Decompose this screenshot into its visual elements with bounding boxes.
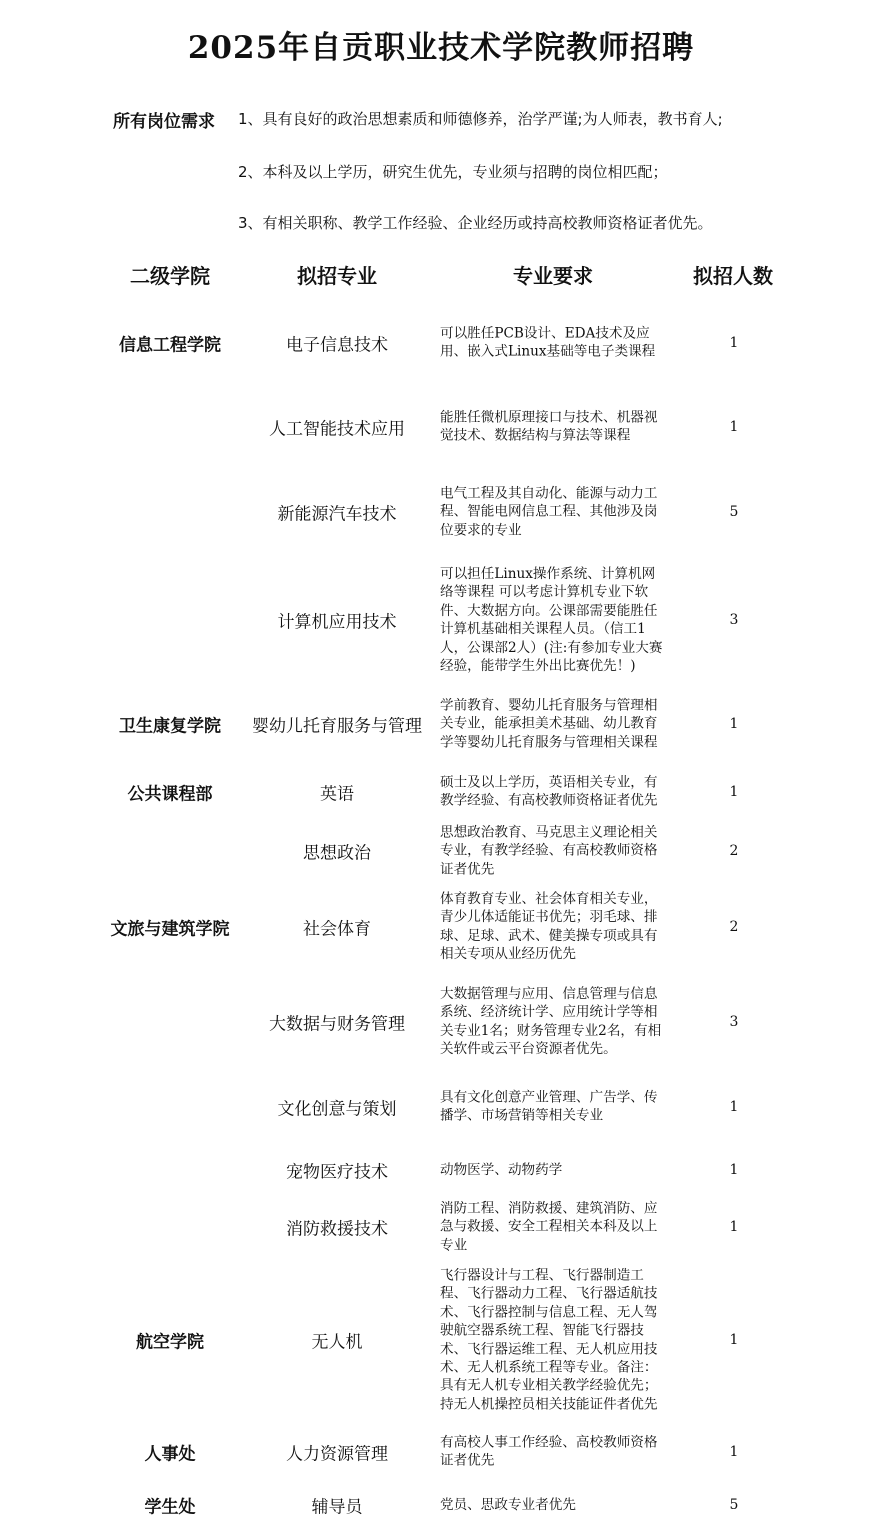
college-cell: 信息工程学院 (119, 335, 221, 356)
count-cell: 1 (729, 1332, 739, 1348)
requirement-cell: 飞行器设计与工程、飞行器制造工程、飞行器动力工程、飞行器适航技术、飞行器控制与信息工程、无人驾驶航空器系统工程、智能飞行器技术、飞行器运维工程、无人机应用技术、无人机系统工程等专业。备注：具有无人机专业相关教学经验优先；持无人机操控员相关技能证件者优先 (440, 1267, 658, 1413)
count-cell: 1 (729, 716, 739, 732)
count-cell: 1 (729, 1444, 739, 1460)
major-cell: 人工智能技术应用 (269, 419, 405, 440)
major-cell: 辅导员 (311, 1497, 363, 1518)
major-cell: 文化创意与策划 (277, 1099, 397, 1120)
count-cell: 5 (729, 1497, 739, 1513)
requirement-cell: 大数据管理与应用、信息管理与信息系统、经济统计学、应用统计学等相关专业1名；财务管理专业2名，有相关软件或云平台资源者优先。 (440, 986, 662, 1058)
major-cell: 新能源汽车技术 (277, 504, 397, 525)
requirement-cell: 思想政治教育、马克思主义理论相关专业，有教学经验、有高校教师资格证者优先 (440, 824, 658, 878)
count-cell: 3 (729, 1014, 739, 1030)
major-cell: 社会体育 (303, 919, 371, 940)
major-cell: 英语 (320, 784, 354, 805)
requirement-cell: 能胜任微机原理接口与技术、机器视觉技术、数据结构与算法等课程 (440, 409, 658, 444)
college-cell: 公共课程部 (127, 784, 213, 805)
count-cell: 1 (729, 1219, 739, 1235)
header-major: 拟招专业 (297, 264, 377, 288)
major-cell: 思想政治 (303, 843, 371, 864)
college-cell: 卫生康复学院 (119, 716, 221, 737)
requirement-item: 1、具有良好的政治思想素质和师德修养，治学严谨;为人师表，教书育人; (238, 110, 723, 128)
requirement-item: 2、本科及以上学历，研究生优先，专业须与招聘的岗位相匹配； (238, 163, 668, 181)
count-cell: 3 (729, 612, 739, 628)
major-cell: 人力资源管理 (286, 1444, 388, 1465)
requirement-cell: 学前教育、婴幼儿托育服务与管理相关专业，能承担美术基础、幼儿教育学等婴幼儿托育服务与管理相关课程 (440, 697, 658, 751)
college-cell: 文旅与建筑学院 (110, 919, 230, 940)
college-cell: 学生处 (144, 1497, 196, 1518)
count-cell: 1 (729, 1162, 739, 1178)
major-cell: 电子信息技术 (286, 335, 388, 356)
count-cell: 1 (729, 784, 739, 800)
count-cell: 2 (729, 843, 739, 859)
requirement-cell: 消防工程、消防救援、建筑消防、应急与救援、安全工程相关本科及以上专业 (440, 1200, 658, 1254)
count-cell: 1 (729, 419, 739, 435)
count-cell: 2 (729, 919, 739, 935)
requirement-cell: 具有文化创意产业管理、广告学、传播学、市场营销等相关专业 (440, 1089, 658, 1124)
requirements-label: 所有岗位需求 (113, 112, 215, 132)
college-cell: 人事处 (144, 1444, 196, 1465)
major-cell: 大数据与财务管理 (269, 1014, 405, 1035)
major-cell: 无人机 (311, 1332, 363, 1353)
requirement-cell: 电气工程及其自动化、能源与动力工程、智能电网信息工程、其他涉及岗位要求的专业 (440, 485, 658, 539)
requirement-cell: 动物医学、动物药学 (440, 1161, 563, 1178)
requirement-cell: 可以胜任PCB设计、EDA技术及应用、嵌入式Linux基础等电子类课程 (440, 325, 656, 360)
page-title: 2025年自贡职业技术学院教师招聘 (187, 30, 695, 66)
header-requirement: 专业要求 (513, 264, 593, 288)
major-cell: 宠物医疗技术 (286, 1162, 388, 1183)
header-college: 二级学院 (130, 264, 210, 288)
major-cell: 消防救援技术 (286, 1219, 388, 1240)
requirement-cell: 可以担任Linux操作系统、计算机网络等课程 可以考虑计算机专业下软件、大数据方向。公课部需要能胜任计算机基础相关课程人员。（信工1人，公课部2人）(注:有参加专业大赛经验，能带学生外出比赛优先！) (440, 565, 663, 674)
requirement-cell: 硕士及以上学历，英语相关专业，有教学经验、有高校教师资格证者优先 (440, 774, 658, 809)
count-cell: 1 (729, 335, 739, 351)
major-cell: 计算机应用技术 (277, 612, 397, 633)
header-count: 拟招人数 (693, 264, 773, 288)
count-cell: 1 (729, 1099, 739, 1115)
requirement-cell: 党员、思政专业者优先 (440, 1496, 576, 1513)
requirement-item: 3、有相关职称、教学工作经验、企业经历或持高校教师资格证者优先。 (238, 214, 713, 232)
requirement-cell: 体育教育专业、社会体育相关专业，青少儿体适能证书优先；羽毛球、排球、足球、武术、健美操专项或具有相关专项从业经历优先 (440, 891, 658, 963)
college-cell: 航空学院 (136, 1332, 204, 1353)
requirement-cell: 有高校人事工作经验、高校教师资格证者优先 (440, 1434, 658, 1469)
major-cell: 婴幼儿托育服务与管理 (252, 716, 422, 737)
count-cell: 5 (729, 504, 739, 520)
